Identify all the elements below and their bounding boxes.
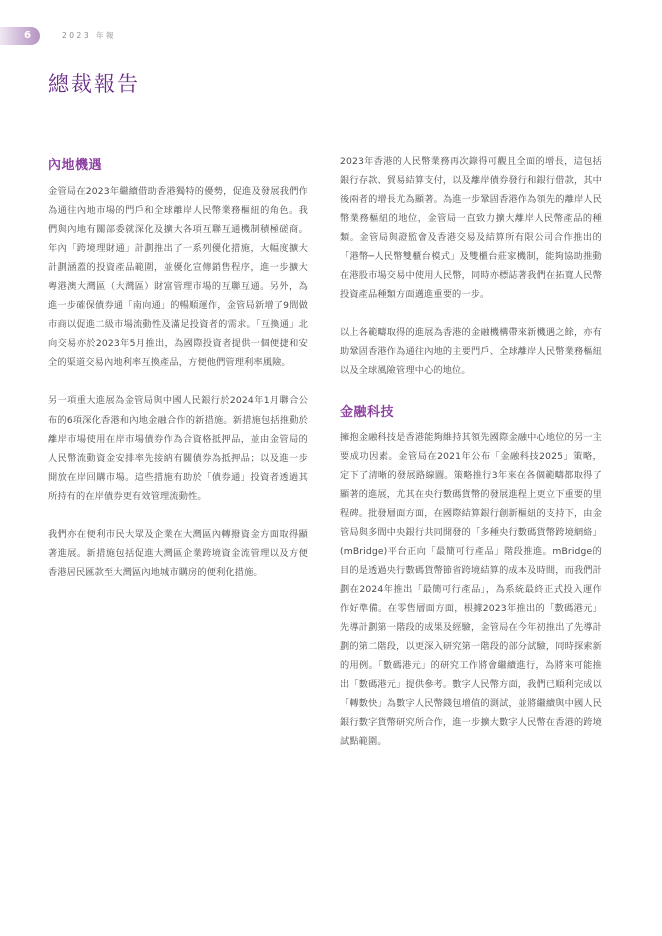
body-paragraph: 我們亦在便利市民大眾及企業在大灣區內轉撥資金方面取得顯著進展。新措施包括促進大灣區企業跨境資金流管理以及方便香港居民匯款至大灣區內地城市購房的便利化措施。 <box>48 528 308 578</box>
left-column <box>48 154 308 582</box>
section-heading-mainland-opportunities: 內地機遇 <box>48 158 103 173</box>
page-number-tab <box>0 27 40 45</box>
body-paragraph: 金管局在2023年繼續借助香港獨特的優勢，促進及發展我們作為通往內地市場的門戶和全球離岸人民幣業務樞紐的角色。我們與內地有關部委就深化及擴大各項互聯互通機制積極磋商。年內「跨境理財通」計劃推出了一系列優化措施，大幅度擴大計劃涵蓋的投資產品範圍，並優化宣傳銷售程序，進一步擴大粵港澳大灣區（大灣區）財富管理市場的互聯互通。另外，為進一步確保債券通「南向通」的暢順運作，金管局新增了9間做市商以促進二級市場流動性及滿足投資者的需求。「互換通」北向交易亦於2023年5月推出，為國際投資者提供一個便捷和安全的渠道交易內地利率互換產品，方便他們管理利率風險。 <box>48 186 308 369</box>
body-paragraph: 2023年香港的人民幣業務再次錄得可觀且全面的增長，這包括銀行存款、貿易結算支付，以及離岸債券發行和銀行借款，其中後兩者的增長尤為顯著。為進一步鞏固香港作為領先的離岸人民幣業務樞紐的地位，金管局一直致力擴大離岸人民幣產品的種類。金管局與證監會及香港交易及結算所有限公司合作推出的「港幣─人民幣雙櫃台模式」及雙櫃台莊家機制，能夠協助推動在港股市場交易中使用人民幣，同時亦標誌著我們在拓寬人民幣投資產品種類方面邁進重要的一步。 <box>340 156 602 301</box>
right-column <box>340 154 602 751</box>
body-paragraph: 以上各範疇取得的進展為香港的金融機構帶來新機遇之餘，亦有助鞏固香港作為通往內地的主要門戶、全球離岸人民幣業務樞紐以及全球風險管理中心的地位。 <box>340 327 602 377</box>
page-title: 總裁報告 <box>48 72 140 96</box>
body-paragraph: 擁抱金融科技是香港能夠維持其領先國際金融中心地位的另一主要成功因素。金管局在2021年公布「金融科技2025」策略，定下了清晰的發展路線圖。策略推行3年來在各個範疇都取得了顯著的進展，尤其在央行數碼貨幣的發展進程上更立下重要的里程碑。批發層面方面，在國際結算銀行創新樞紐的支持下，由金管局與多間中央銀行共同開發的「多種央行數碼貨幣跨境網絡」(mBridge)平台正向「最簡可行產品」階段推進。mBridge的目的是透過央行數碼貨幣節省跨境結算的成本及時間，而我們計劃在2024年推出「最簡可行產品」，為系統最終正式投入運作作好準備。在零售層面方面，根據2023年推出的「數碼港元」先導計劃第一階段的成果及經驗，金管局在今年初推出了先導計劃的第二階段，以更深入研究第一階段的部分試驗，同時探索新的用例。「數碼港元」的研究工作將會繼續進行，為將來可能推出「數碼港元」提供參考。數字人民幣方面，我們已順利完成以「轉數快」為數字人民幣錢包增值的測試，並將繼續與中國人民銀行數字貨幣研究所合作，進一步擴大數字人民幣在香港的跨境試點範圍。 <box>340 431 602 748</box>
page-number: 6 <box>24 30 31 41</box>
section-heading-fintech: 金融科技 <box>340 404 395 420</box>
report-year-label: 2023 年報 <box>62 31 116 40</box>
body-paragraph: 另一項重大進展為金管局與中國人民銀行於2024年1月聯合公布的6項深化香港和內地金融合作的新措施。新措施包括推動於離岸市場使用在岸市場債券作為合資格抵押品，並由金管局的人民幣流動資金安排率先接納有關債券為抵押品；以及進一步開放在岸回購市場。這些措施有助於「債券通」投資者透過其所持有的在岸債券更有效管理流動性。 <box>48 395 308 502</box>
